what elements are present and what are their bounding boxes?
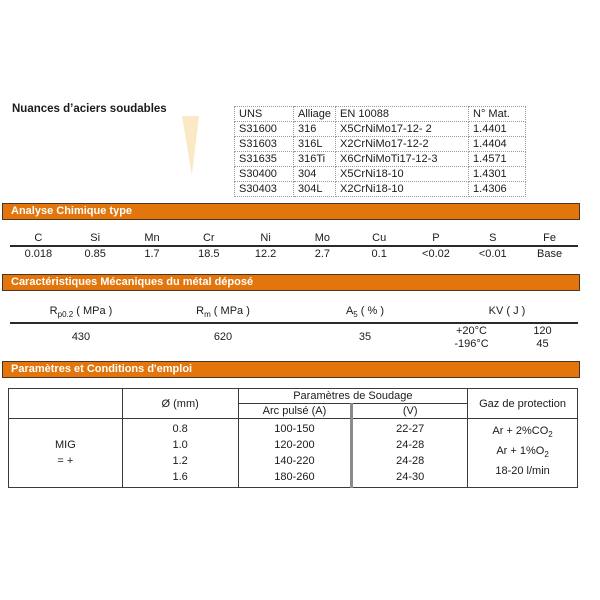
gas-cell (468, 419, 578, 488)
element-value: 2.7 (314, 248, 331, 260)
voltage-cell (352, 419, 468, 488)
table-row (235, 167, 526, 182)
col-header-group-soudage: Paramètres de Soudage (238, 389, 468, 404)
gas-line: 18-20 l/min (495, 465, 550, 478)
element-symbol: C (34, 232, 43, 244)
weld-header-row-1 (9, 389, 578, 404)
gas-line: $Ar + 2\%CO_2$ (492, 424, 553, 439)
diameter-value: 1.2 (172, 455, 188, 467)
process-column-header-empty (9, 389, 123, 419)
col-header-rm: $R_m$ ( MPa ) (196, 305, 250, 320)
kv-row (436, 325, 578, 338)
element-symbol: S (489, 232, 497, 244)
element-symbol: Si (90, 232, 101, 244)
cell-mat: 1.4301 (469, 167, 526, 182)
element-symbol: Mo (314, 232, 331, 244)
col-header-rp02: $R_{p0.2}$ ( MPa ) (49, 305, 113, 320)
welding-parameters-table (8, 388, 578, 488)
col-header-uns: UNS (235, 107, 294, 122)
weld-data-row (9, 419, 578, 488)
section-banner-mechanical: Caractéristiques Mécaniques du métal déposé (2, 274, 580, 291)
section-banner-parameters: Paramètres et Conditions d'emploi (2, 361, 580, 378)
cell-alliage: 304 (294, 167, 336, 182)
gas-line: $Ar + 1\%O_2$ (496, 444, 549, 460)
element-symbol: Ni (260, 232, 271, 244)
cell-alliage: 316 (294, 122, 336, 137)
kv-temperature: +20°C (455, 325, 487, 338)
current-range: 120-200 (274, 439, 315, 451)
value-rp02: 430 (71, 331, 91, 344)
current-cell (238, 419, 352, 488)
process-cell (9, 419, 123, 488)
kv-value: 45 (536, 338, 549, 351)
chemical-header-row (10, 231, 578, 247)
col-header-alliage: Alliage (294, 107, 336, 122)
current-range: 100-150 (274, 423, 315, 435)
current-range: 180-260 (274, 471, 315, 483)
mechanical-properties-table (10, 304, 578, 351)
cell-en: X5CrNi18-10 (336, 167, 469, 182)
voltage-range: 24-28 (396, 439, 425, 451)
voltage-range: 24-30 (396, 471, 425, 483)
element-value: 12.2 (254, 248, 277, 260)
element-symbol: Cu (372, 232, 387, 244)
table-row (235, 137, 526, 152)
col-header-voltage: (V) (352, 404, 468, 419)
cell-en: X2CrNiMo17-12-2 (336, 137, 469, 152)
table-header-row (235, 107, 526, 122)
element-value: <0.02 (422, 248, 450, 260)
col-header-en10088: EN 10088 (336, 107, 469, 122)
kv-temperature: -196°C (454, 338, 489, 351)
diameter-value: 0.8 (172, 423, 188, 435)
voltage-range: 22-27 (396, 423, 425, 435)
kv-row (436, 338, 578, 351)
kv-value: 120 (533, 325, 552, 338)
col-header-nmat: N° Mat. (469, 107, 526, 122)
cell-en: X2CrNi18-10 (336, 182, 469, 197)
section-banner-chemical: Analyse Chimique type (2, 203, 580, 220)
element-value: Base (537, 248, 563, 260)
cell-en: X6CrNiMoTi17-12-3 (336, 152, 469, 167)
table-row (235, 152, 526, 167)
cell-alliage: 316Ti (294, 152, 336, 167)
table-row (235, 122, 526, 137)
page-title: Nuances d’aciers soudables (12, 103, 167, 115)
value-rm: 620 (213, 331, 233, 344)
cell-en: X5CrNiMo17-12- 2 (336, 122, 469, 137)
decorative-wedge (182, 116, 199, 175)
diameter-cell (122, 419, 238, 488)
chemical-values-row (10, 247, 578, 261)
voltage-range: 24-28 (396, 455, 425, 467)
cell-alliage: 304L (294, 182, 336, 197)
table-row (235, 182, 526, 197)
cell-mat: 1.4306 (469, 182, 526, 197)
process-name: MIG (54, 439, 76, 451)
element-value: 1.7 (144, 248, 160, 260)
element-symbol: Cr (202, 232, 215, 244)
col-header-kv: KV ( J ) (488, 305, 526, 317)
element-symbol: Mn (144, 232, 160, 244)
element-value: 0.1 (371, 248, 387, 260)
mechanical-values-row (10, 324, 578, 351)
col-header-current: Arc pulsé (A) (238, 404, 352, 419)
diameter-value: 1.6 (172, 471, 188, 483)
element-symbol: P (432, 232, 440, 244)
diameter-value: 1.0 (172, 439, 188, 451)
cell-uns: S31600 (235, 122, 294, 137)
chemical-analysis-table (10, 231, 578, 261)
steel-grades-table (234, 106, 526, 197)
cell-uns: S31603 (235, 137, 294, 152)
mechanical-header-row (10, 304, 578, 324)
cell-mat: 1.4571 (469, 152, 526, 167)
cell-mat: 1.4401 (469, 122, 526, 137)
current-range: 140-220 (274, 455, 315, 467)
value-kv (436, 324, 578, 351)
col-header-diameter: Ø (mm) (122, 389, 238, 419)
element-value: 0.018 (24, 248, 53, 260)
col-header-gas: Gaz de protection (468, 389, 578, 419)
col-header-a5: $A_5$ ( % ) (345, 305, 385, 320)
cell-uns: S30400 (235, 167, 294, 182)
cell-alliage: 316L (294, 137, 336, 152)
element-value: 0.85 (84, 248, 106, 260)
element-symbol: Fe (543, 232, 556, 244)
value-a5: 35 (358, 331, 372, 344)
process-polarity: = + (57, 455, 74, 467)
element-value: <0.01 (478, 248, 507, 260)
cell-uns: S31635 (235, 152, 294, 167)
element-value: 18.5 (198, 248, 220, 260)
cell-uns: S30403 (235, 182, 294, 197)
cell-mat: 1.4404 (469, 137, 526, 152)
